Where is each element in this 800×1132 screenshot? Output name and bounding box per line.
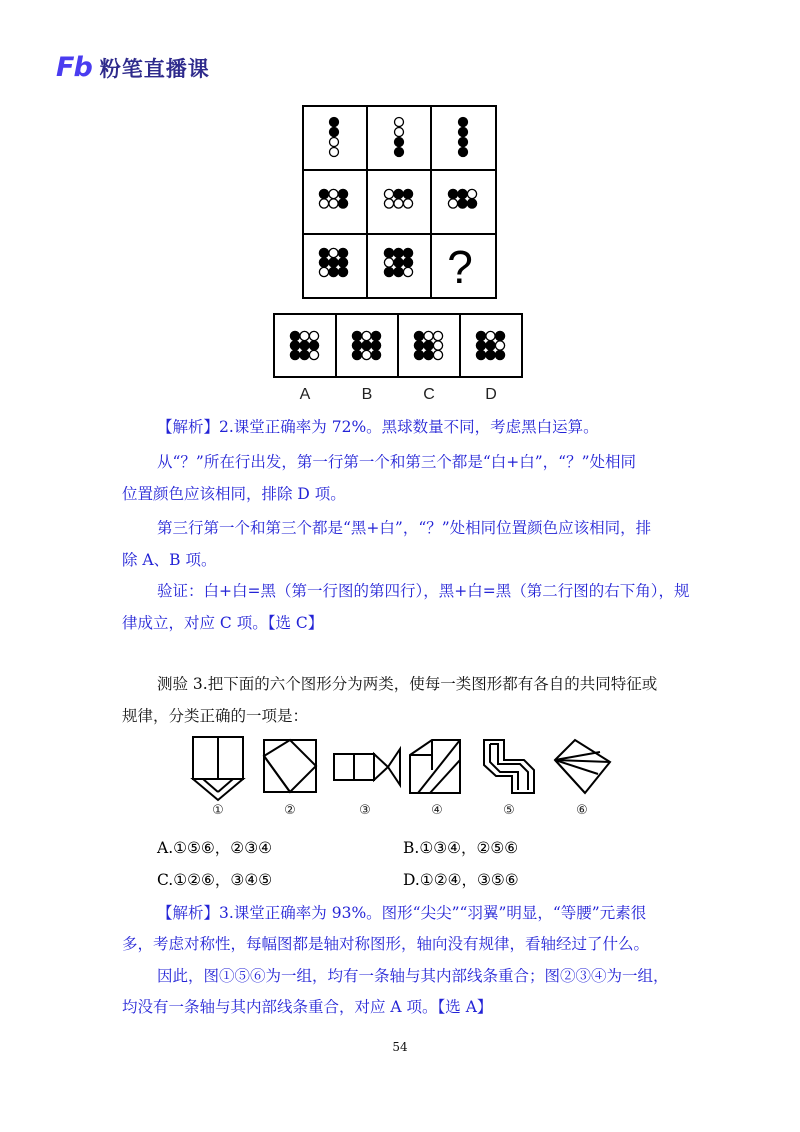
option-a: A.①⑤⑥，②③④: [157, 839, 272, 857]
shape-3: [334, 749, 400, 785]
figure-label-4: ④: [431, 803, 443, 818]
answer-label-a: A: [299, 386, 311, 403]
figure-label-1: ①: [212, 803, 224, 818]
question3-line-1: 测验 3.把下面的六个图形分为两类，使每一类图形都有各自的共同特征或: [157, 675, 658, 693]
analysis2-line-1: 【解析】2.课堂正确率为 72%。黑球数量不同，考虑黑白运算。: [157, 418, 599, 436]
question-mark: ?: [447, 241, 473, 293]
option-d: D.①②④，③⑤⑥: [403, 871, 519, 889]
option-c: C.①②⑥，③④⑤: [157, 871, 273, 889]
logo-mark: Fb: [56, 52, 92, 83]
analysis2-line-2: 从“？”所在行出发，第一行第一个和第三个都是“白+白”，“？”处相同: [157, 453, 637, 471]
analysis2-line-7: 律成立，对应 C 项。【选 C】: [122, 614, 324, 632]
answer-label-c: C: [423, 386, 435, 403]
analysis3-line-4: 均没有一条轴与其内部线条重合，对应 A 项。【选 A】: [122, 998, 493, 1016]
analysis3-line-2: 多，考虑对称性，每幅图都是轴对称图形，轴向没有规律，看轴经过了什么。: [122, 935, 650, 953]
page-number: 54: [392, 1040, 408, 1054]
analysis3-line-3: 因此，图①⑤⑥为一组，均有一条轴与其内部线条重合；图②③④为一组，: [157, 967, 669, 985]
brand-name: 粉笔直播课: [99, 56, 210, 81]
analysis2-line-4: 第三行第一个和第三个都是“黑+白”，“？”处相同位置颜色应该相同，排: [157, 519, 652, 537]
analysis2-line-3: 位置颜色应该相同，排除 D 项。: [122, 485, 346, 503]
analysis2-line-6: 验证：白+白=黑（第一行图的第四行），黑+白=黑（第二行图的右下角），规: [157, 582, 690, 600]
shape-4: [410, 740, 460, 793]
analysis2-line-5: 除 A、B 项。: [122, 551, 217, 569]
shape-1: [193, 737, 243, 800]
question3-line-2: 规律，分类正确的一项是：: [122, 707, 309, 725]
figure-label-5: ⑤: [503, 803, 515, 818]
figure-label-6: ⑥: [576, 803, 588, 818]
shape-6: [555, 740, 610, 793]
shape-5: [484, 740, 534, 793]
figure-label-2: ②: [284, 803, 296, 818]
answer-label-d: D: [485, 386, 497, 403]
shape-2: [264, 740, 316, 792]
figure-label-3: ③: [359, 803, 371, 818]
answer-label-b: B: [361, 386, 373, 403]
option-b: B.①③④，②⑤⑥: [403, 839, 519, 857]
analysis3-line-1: 【解析】3.课堂正确率为 93%。图形“尖尖”“羽翼”明显，“等腰”元素很: [157, 904, 647, 922]
